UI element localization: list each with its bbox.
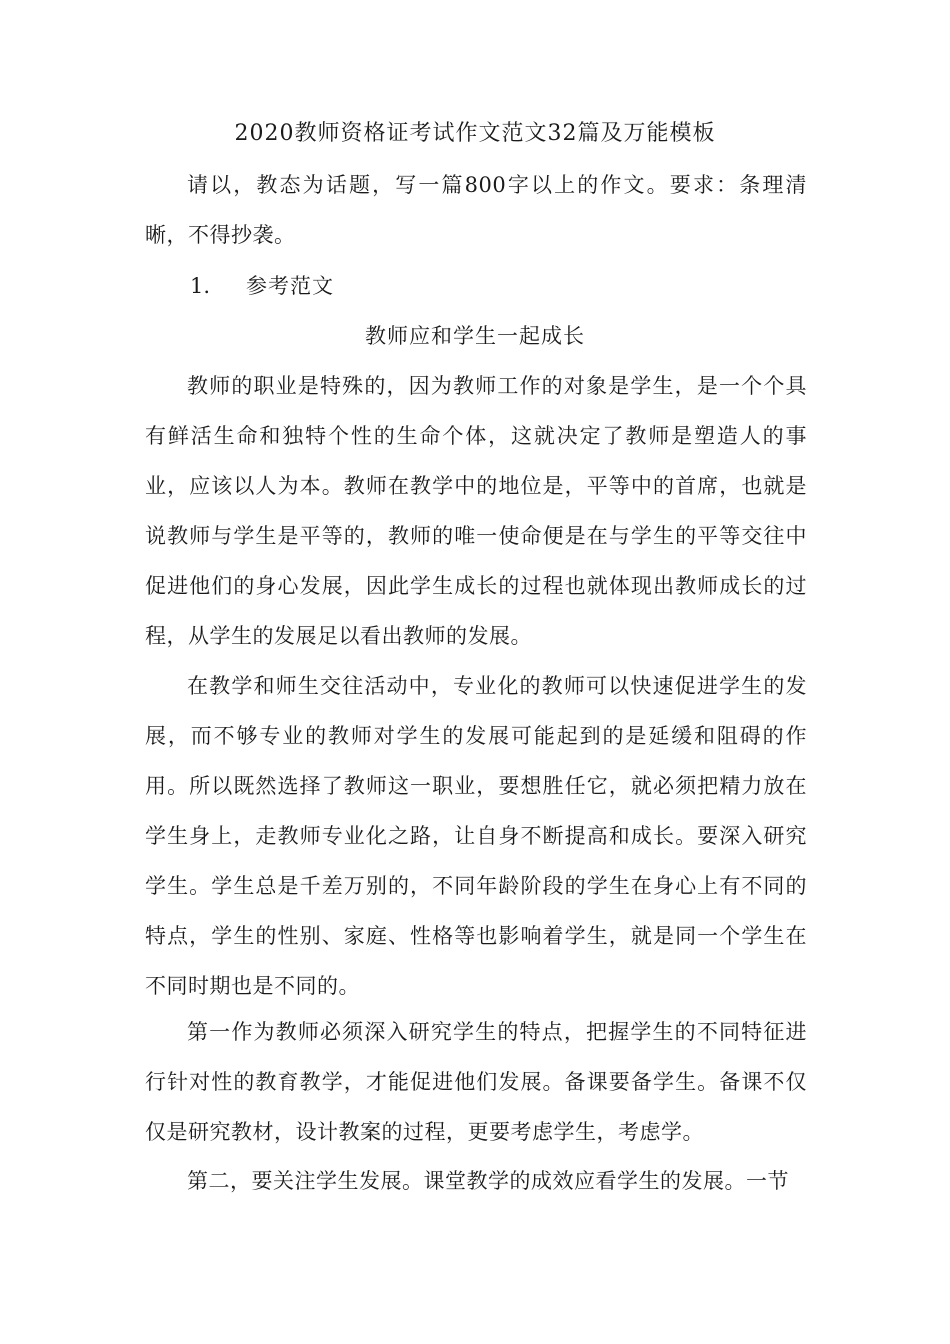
document-title: 2020教师资格证考试作文范文32篇及万能模板 — [234, 121, 716, 146]
essay-title: 教师应和学生一起成长 — [365, 324, 585, 348]
section-number: 1. — [190, 274, 211, 298]
body-paragraph-1: 教师的职业是特殊的，因为教师工作的对象是学生，是一个个具有鲜活生命和独特个性的生命个体，这就决定了教师是塑造人的事业，应该以人为本。教师在教学中的地位是，平等中的首席，也就是说教师与学生是平等的，教师的唯一使命便是在与学生的平等交往中促进他们的身心发展，因此学生成长的过程也就体现出教师成长的过程，从学生的发展足以看出教师的发展。 — [145, 374, 807, 648]
body-paragraph-2: 在教学和师生交往活动中，专业化的教师可以快速促进学生的发展，而不够专业的教师对学生的发展可能起到的是延缓和阻碍的作用。所以既然选择了教师这一职业，要想胜任它，就必须把精力放在学生身上，走教师专业化之路，让自身不断提高和成长。要深入研究学生。学生总是千差万别的，不同年龄阶段的学生在身心上有不同的特点，学生的性别、家庭、性格等也影响着学生，就是同一个学生在不同时期也是不同的。 — [145, 674, 807, 998]
prompt-paragraph: 请以，教态为话题，写一篇800字以上的作文。要求：条理清晰，不得抄袭。 — [145, 173, 807, 247]
section-heading: 参考范文 — [246, 274, 334, 298]
body-paragraph-4: 第二，要关注学生发展。课堂教学的成效应看学生的发展。一节 — [187, 1169, 789, 1193]
body-paragraph-3: 第一作为教师必须深入研究学生的特点，把握学生的不同特征进行针对性的教育教学，才能促进他们发展。备课要备学生。备课不仅仅是研究教材，设计教案的过程，更要考虑学生，考虑学。 — [145, 1020, 807, 1144]
